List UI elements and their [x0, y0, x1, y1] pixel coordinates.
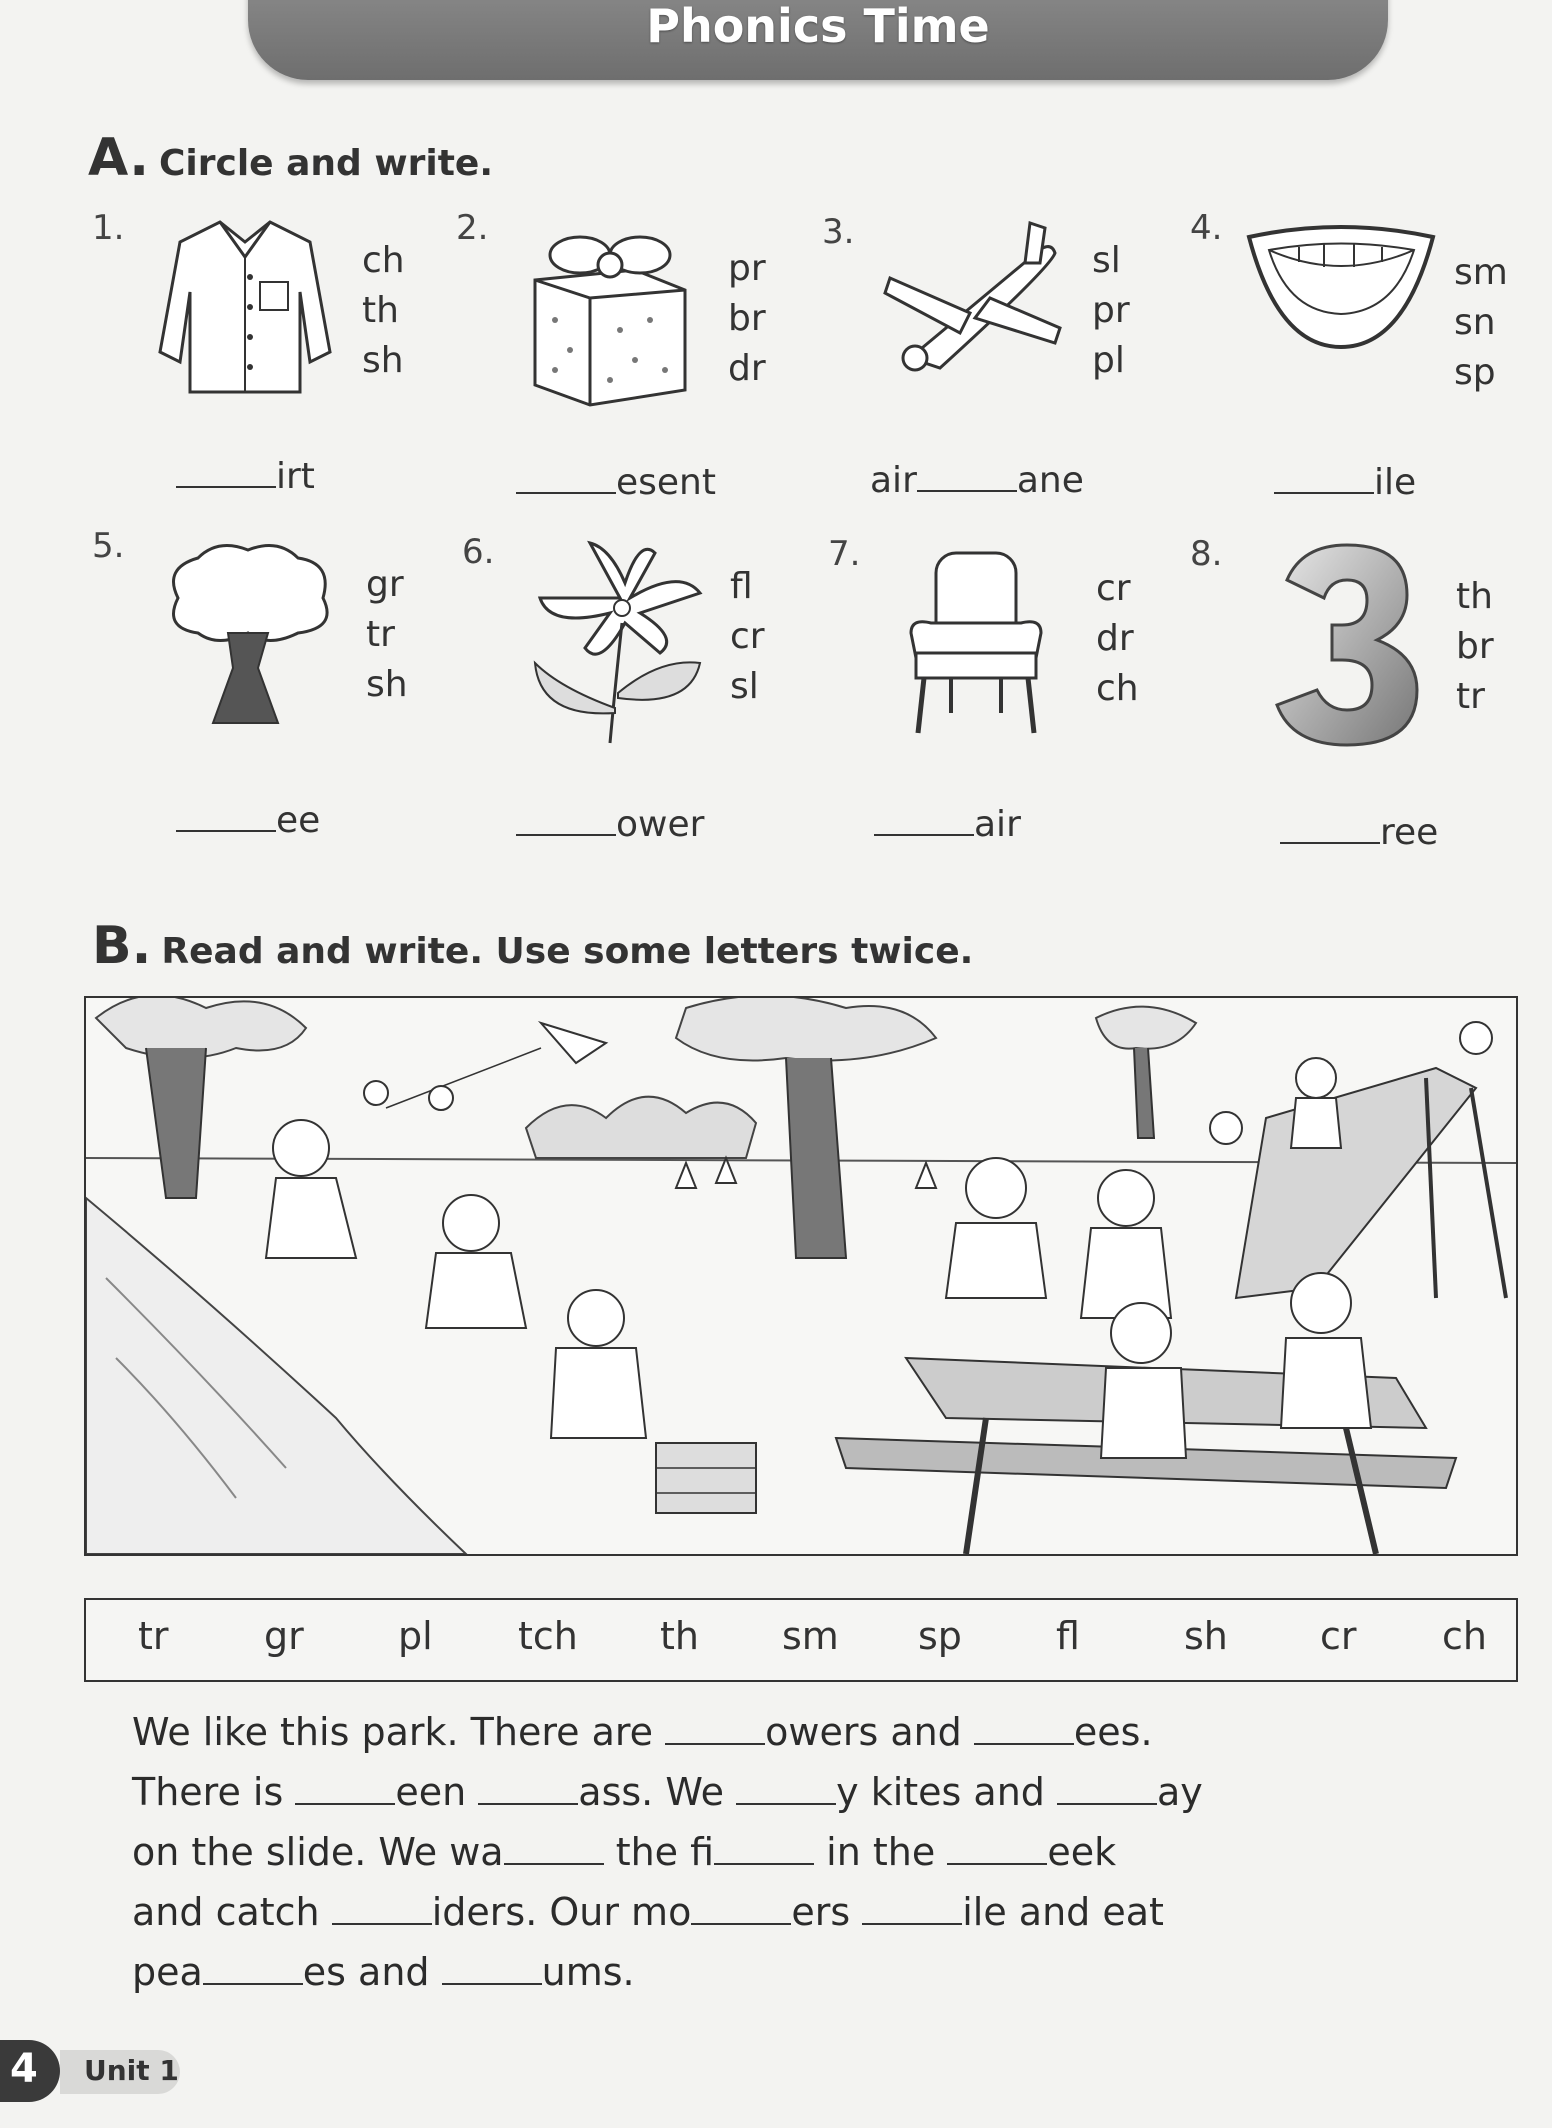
letter-bank-item: gr	[264, 1614, 304, 1658]
shirt-icon	[150, 212, 340, 402]
letter-bank-item: tr	[138, 1614, 169, 1658]
option[interactable]: pr	[1092, 290, 1130, 331]
option[interactable]: sh	[366, 664, 408, 705]
letter-bank	[84, 1598, 1518, 1682]
option[interactable]: br	[728, 298, 766, 339]
park-scene-icon	[86, 998, 1516, 1554]
option[interactable]: sp	[1454, 352, 1496, 393]
option[interactable]: sm	[1454, 252, 1508, 293]
paragraph-line: and catch iders. Our mo ers ile and eat	[132, 1890, 1164, 1934]
option[interactable]: cr	[730, 616, 765, 657]
airplane-icon	[880, 218, 1070, 378]
item-number: 1.	[92, 208, 125, 248]
fill-blank[interactable]	[736, 1773, 836, 1805]
option[interactable]: cr	[1096, 568, 1131, 609]
section-a-letter: A.	[88, 128, 149, 188]
section-b-letter: B.	[92, 916, 152, 976]
answer-line: ree	[1280, 812, 1438, 853]
option[interactable]: pl	[1092, 340, 1125, 381]
answer-line: irt	[176, 456, 315, 497]
option[interactable]: ch	[1096, 668, 1139, 709]
option[interactable]: th	[1456, 576, 1493, 617]
answer-blank[interactable]	[176, 456, 276, 488]
option[interactable]: br	[1456, 626, 1494, 667]
answer-blank[interactable]	[516, 804, 616, 836]
letter-bank-item: tch	[518, 1614, 578, 1658]
item-options	[362, 236, 405, 386]
letter-bank-item: sh	[1184, 1614, 1228, 1658]
answer-line: ower	[516, 804, 704, 845]
item-options	[728, 244, 766, 394]
letter-bank-item: sm	[782, 1614, 839, 1658]
item-number: 4.	[1190, 208, 1223, 248]
option[interactable]: sl	[730, 666, 759, 707]
park-scene-illustration	[84, 996, 1518, 1556]
option[interactable]: tr	[366, 614, 395, 655]
section-a-heading	[88, 128, 493, 188]
item-options	[730, 562, 765, 712]
fill-blank[interactable]	[862, 1893, 962, 1925]
letter-bank-item: ch	[1442, 1614, 1487, 1658]
option[interactable]: gr	[366, 564, 404, 605]
option[interactable]: fl	[730, 566, 753, 607]
item-options	[1096, 564, 1139, 714]
paragraph-line: We like this park. There are owers and ees.	[132, 1710, 1153, 1754]
fill-blank[interactable]	[504, 1833, 604, 1865]
item-number: 2.	[456, 208, 489, 248]
answer-blank[interactable]	[1280, 812, 1380, 844]
item-number: 8.	[1190, 534, 1223, 574]
answer-line: ile	[1274, 462, 1416, 503]
item-options	[1456, 572, 1494, 722]
letter-bank-item: cr	[1320, 1614, 1357, 1658]
item-number: 7.	[828, 534, 861, 574]
option[interactable]: sn	[1454, 302, 1496, 343]
item-options	[366, 560, 408, 710]
fill-blank[interactable]	[947, 1833, 1047, 1865]
fill-blank[interactable]	[974, 1713, 1074, 1745]
item-number: 5.	[92, 526, 125, 566]
fill-blank[interactable]	[665, 1713, 765, 1745]
item-number: 3.	[822, 212, 855, 252]
answer-line: ee	[176, 800, 320, 841]
unit-label: Unit 1	[84, 2054, 179, 2087]
letter-bank-item: sp	[918, 1614, 962, 1658]
answer-blank[interactable]	[1274, 462, 1374, 494]
option[interactable]: ch	[362, 240, 405, 281]
page-number: 4	[10, 2046, 38, 2092]
fill-blank[interactable]	[295, 1773, 395, 1805]
section-a-instruction: Circle and write.	[158, 143, 493, 184]
letter-bank-item: pl	[398, 1614, 433, 1658]
section-b-heading	[92, 916, 973, 976]
number-three-icon	[1272, 540, 1422, 750]
letter-bank-item: th	[660, 1614, 699, 1658]
page-title: Phonics Time	[646, 0, 990, 53]
fill-blank[interactable]	[332, 1893, 432, 1925]
option[interactable]: dr	[1096, 618, 1134, 659]
option[interactable]: tr	[1456, 676, 1485, 717]
option[interactable]: dr	[728, 348, 766, 389]
option[interactable]: pr	[728, 248, 766, 289]
option[interactable]: sh	[362, 340, 404, 381]
fill-blank[interactable]	[203, 1953, 303, 1985]
option[interactable]: sl	[1092, 240, 1121, 281]
item-options	[1092, 236, 1130, 386]
flower-icon	[530, 538, 710, 748]
option[interactable]: th	[362, 290, 399, 331]
tree-icon	[158, 538, 338, 728]
paragraph-line: pea es and ums.	[132, 1950, 635, 1994]
paragraph-line: There is een ass. We y kites and ay	[132, 1770, 1203, 1814]
answer-blank[interactable]	[917, 460, 1017, 492]
letter-bank-item: fl	[1056, 1614, 1080, 1658]
smile-icon	[1244, 222, 1438, 352]
present-icon	[520, 220, 700, 410]
answer-blank[interactable]	[516, 462, 616, 494]
fill-blank[interactable]	[478, 1773, 578, 1805]
answer-blank[interactable]	[176, 800, 276, 832]
fill-blank[interactable]	[691, 1893, 791, 1925]
fill-blank[interactable]	[714, 1833, 814, 1865]
answer-line: air ane	[870, 460, 1084, 501]
answer-line: esent	[516, 462, 716, 503]
answer-blank[interactable]	[874, 804, 974, 836]
fill-blank[interactable]	[1057, 1773, 1157, 1805]
item-number: 6.	[462, 532, 495, 572]
section-b-instruction: Read and write. Use some letters twice.	[161, 931, 974, 972]
item-options	[1454, 248, 1508, 398]
paragraph-line: on the slide. We wa the fi in the eek	[132, 1830, 1117, 1874]
chair-icon	[906, 548, 1046, 738]
fill-blank[interactable]	[442, 1953, 542, 1985]
answer-line: air	[874, 804, 1021, 845]
